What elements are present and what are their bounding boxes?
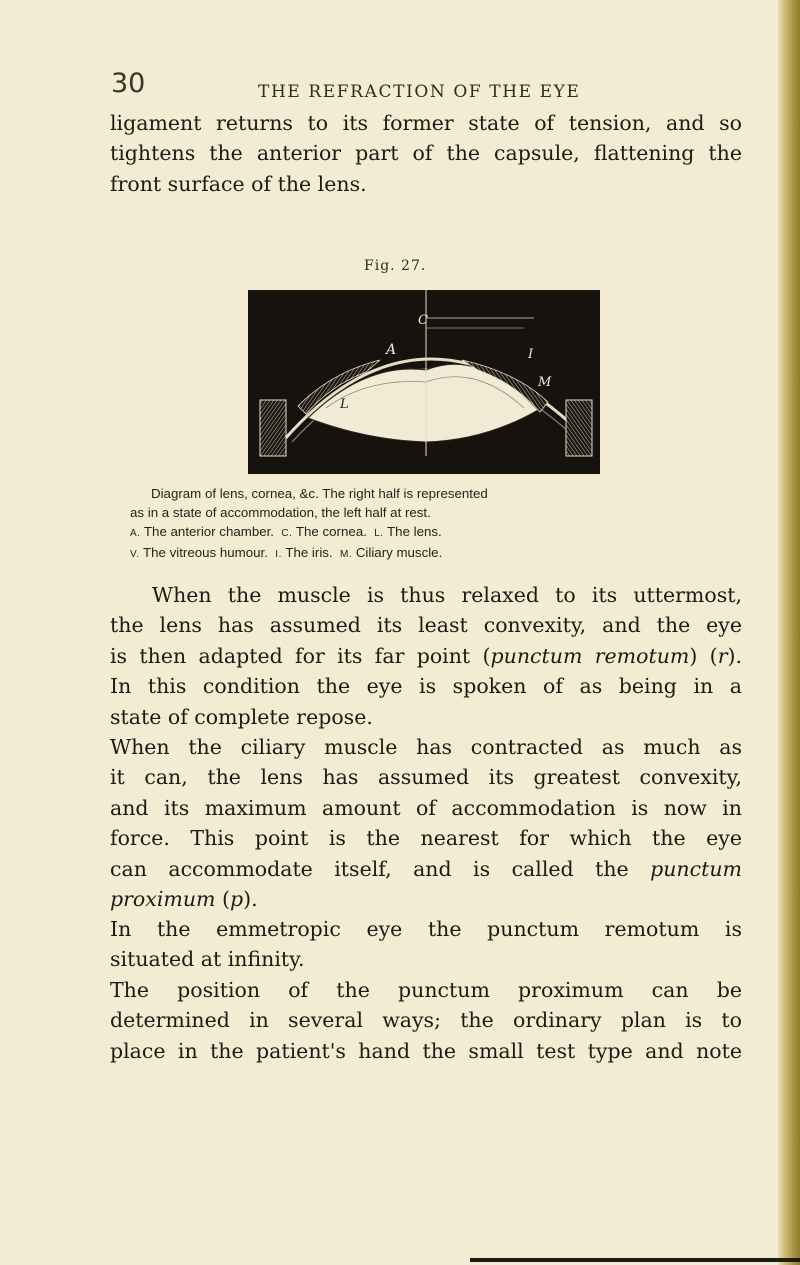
paragraph-continued (110, 108, 742, 199)
bottom-rule (470, 1258, 800, 1262)
text-line (110, 884, 742, 914)
caption-key: A. (130, 528, 141, 539)
text-line: In the emmetropic eye the punctum remotum is (110, 917, 742, 941)
text-fragment: ). (243, 887, 258, 912)
text-line: determined in several ways; the ordinary plan is to (110, 1008, 742, 1033)
ciliary-muscle-left (260, 400, 286, 456)
caption-line-keys (130, 543, 708, 564)
paragraph-position (110, 975, 742, 1066)
caption-item: Ciliary muscle. (355, 545, 443, 560)
text-line: place in the patient's hand the small test type and note (110, 1038, 742, 1063)
caption-key: V. (130, 549, 140, 560)
ciliary-muscle-right (566, 400, 592, 456)
symbol-p: p (229, 887, 244, 912)
caption-item: The anterior chamber. (143, 524, 275, 539)
caption-key: M. (340, 549, 353, 560)
term-punctum-remotum: punctum remotum (490, 643, 690, 668)
label-i: I (528, 347, 534, 362)
figure-caption (130, 484, 708, 564)
running-title: THE REFRACTION OF THE EYE (258, 82, 581, 102)
text-fragment: can accommodate itself, and is called the (110, 856, 651, 881)
text-line: tightens the anterior part of the capsule, flattening the (110, 141, 742, 166)
paragraph-emmetropic (110, 914, 742, 975)
text-line: The position of the punctum proximum can be (110, 978, 742, 1002)
term-proximum: proximum (110, 887, 216, 912)
label-c: C (418, 313, 428, 328)
text-line: and its maximum amount of accommodation is now in (110, 795, 742, 820)
text-fragment: ) ( (689, 643, 718, 668)
symbol-r: r (717, 643, 728, 668)
text-line: force. This point is the nearest for which the eye (110, 826, 742, 851)
text-line: state of complete repose. (110, 704, 373, 729)
text-line: it can, the lens has assumed its greatest convexity, (110, 765, 742, 790)
label-a: A (386, 342, 397, 358)
caption-key: C. (281, 528, 293, 539)
text-line (110, 641, 742, 671)
paragraph-far-point (110, 580, 742, 732)
label-v: V (332, 415, 342, 430)
caption-line: as in a state of accommodation, the left half at rest. (130, 505, 431, 520)
text-line: situated at infinity. (110, 947, 305, 972)
text-fragment: is then adapted for its far point ( (110, 643, 491, 668)
page-number: 30 (111, 68, 146, 99)
figure-label: Fig. 27. (364, 258, 427, 274)
caption-line-keys (130, 522, 708, 543)
caption-line: Diagram of lens, cornea, &c. The right half is represented (151, 486, 488, 501)
lens-cornea-diagram (248, 290, 600, 474)
label-m: M (538, 375, 552, 390)
page-edge-shading (778, 0, 800, 1265)
term-punctum: punctum (650, 856, 742, 881)
text-fragment: ( (215, 887, 230, 912)
caption-item: The iris. (285, 545, 333, 560)
caption-item: The cornea. (295, 524, 367, 539)
text-line (110, 854, 742, 884)
caption-item: The vitreous humour. (143, 545, 268, 560)
label-l: L (340, 397, 349, 412)
caption-key: L. (374, 528, 384, 539)
text-fragment: ). (727, 643, 743, 668)
text-line: front surface of the lens. (110, 171, 367, 196)
text-line: When the muscle is thus relaxed to its uttermost, (152, 583, 742, 607)
text-line: In this condition the eye is spoken of as being in a (110, 674, 742, 699)
text-line: the lens has assumed its least convexity, and the eye (110, 613, 742, 638)
caption-key: I. (275, 549, 282, 560)
caption-item: The lens. (387, 524, 442, 539)
text-line: When the ciliary muscle has contracted as much as (110, 735, 742, 759)
text-line: ligament returns to its former state of tension, and so (110, 111, 742, 135)
paragraph-near-point (110, 732, 742, 914)
